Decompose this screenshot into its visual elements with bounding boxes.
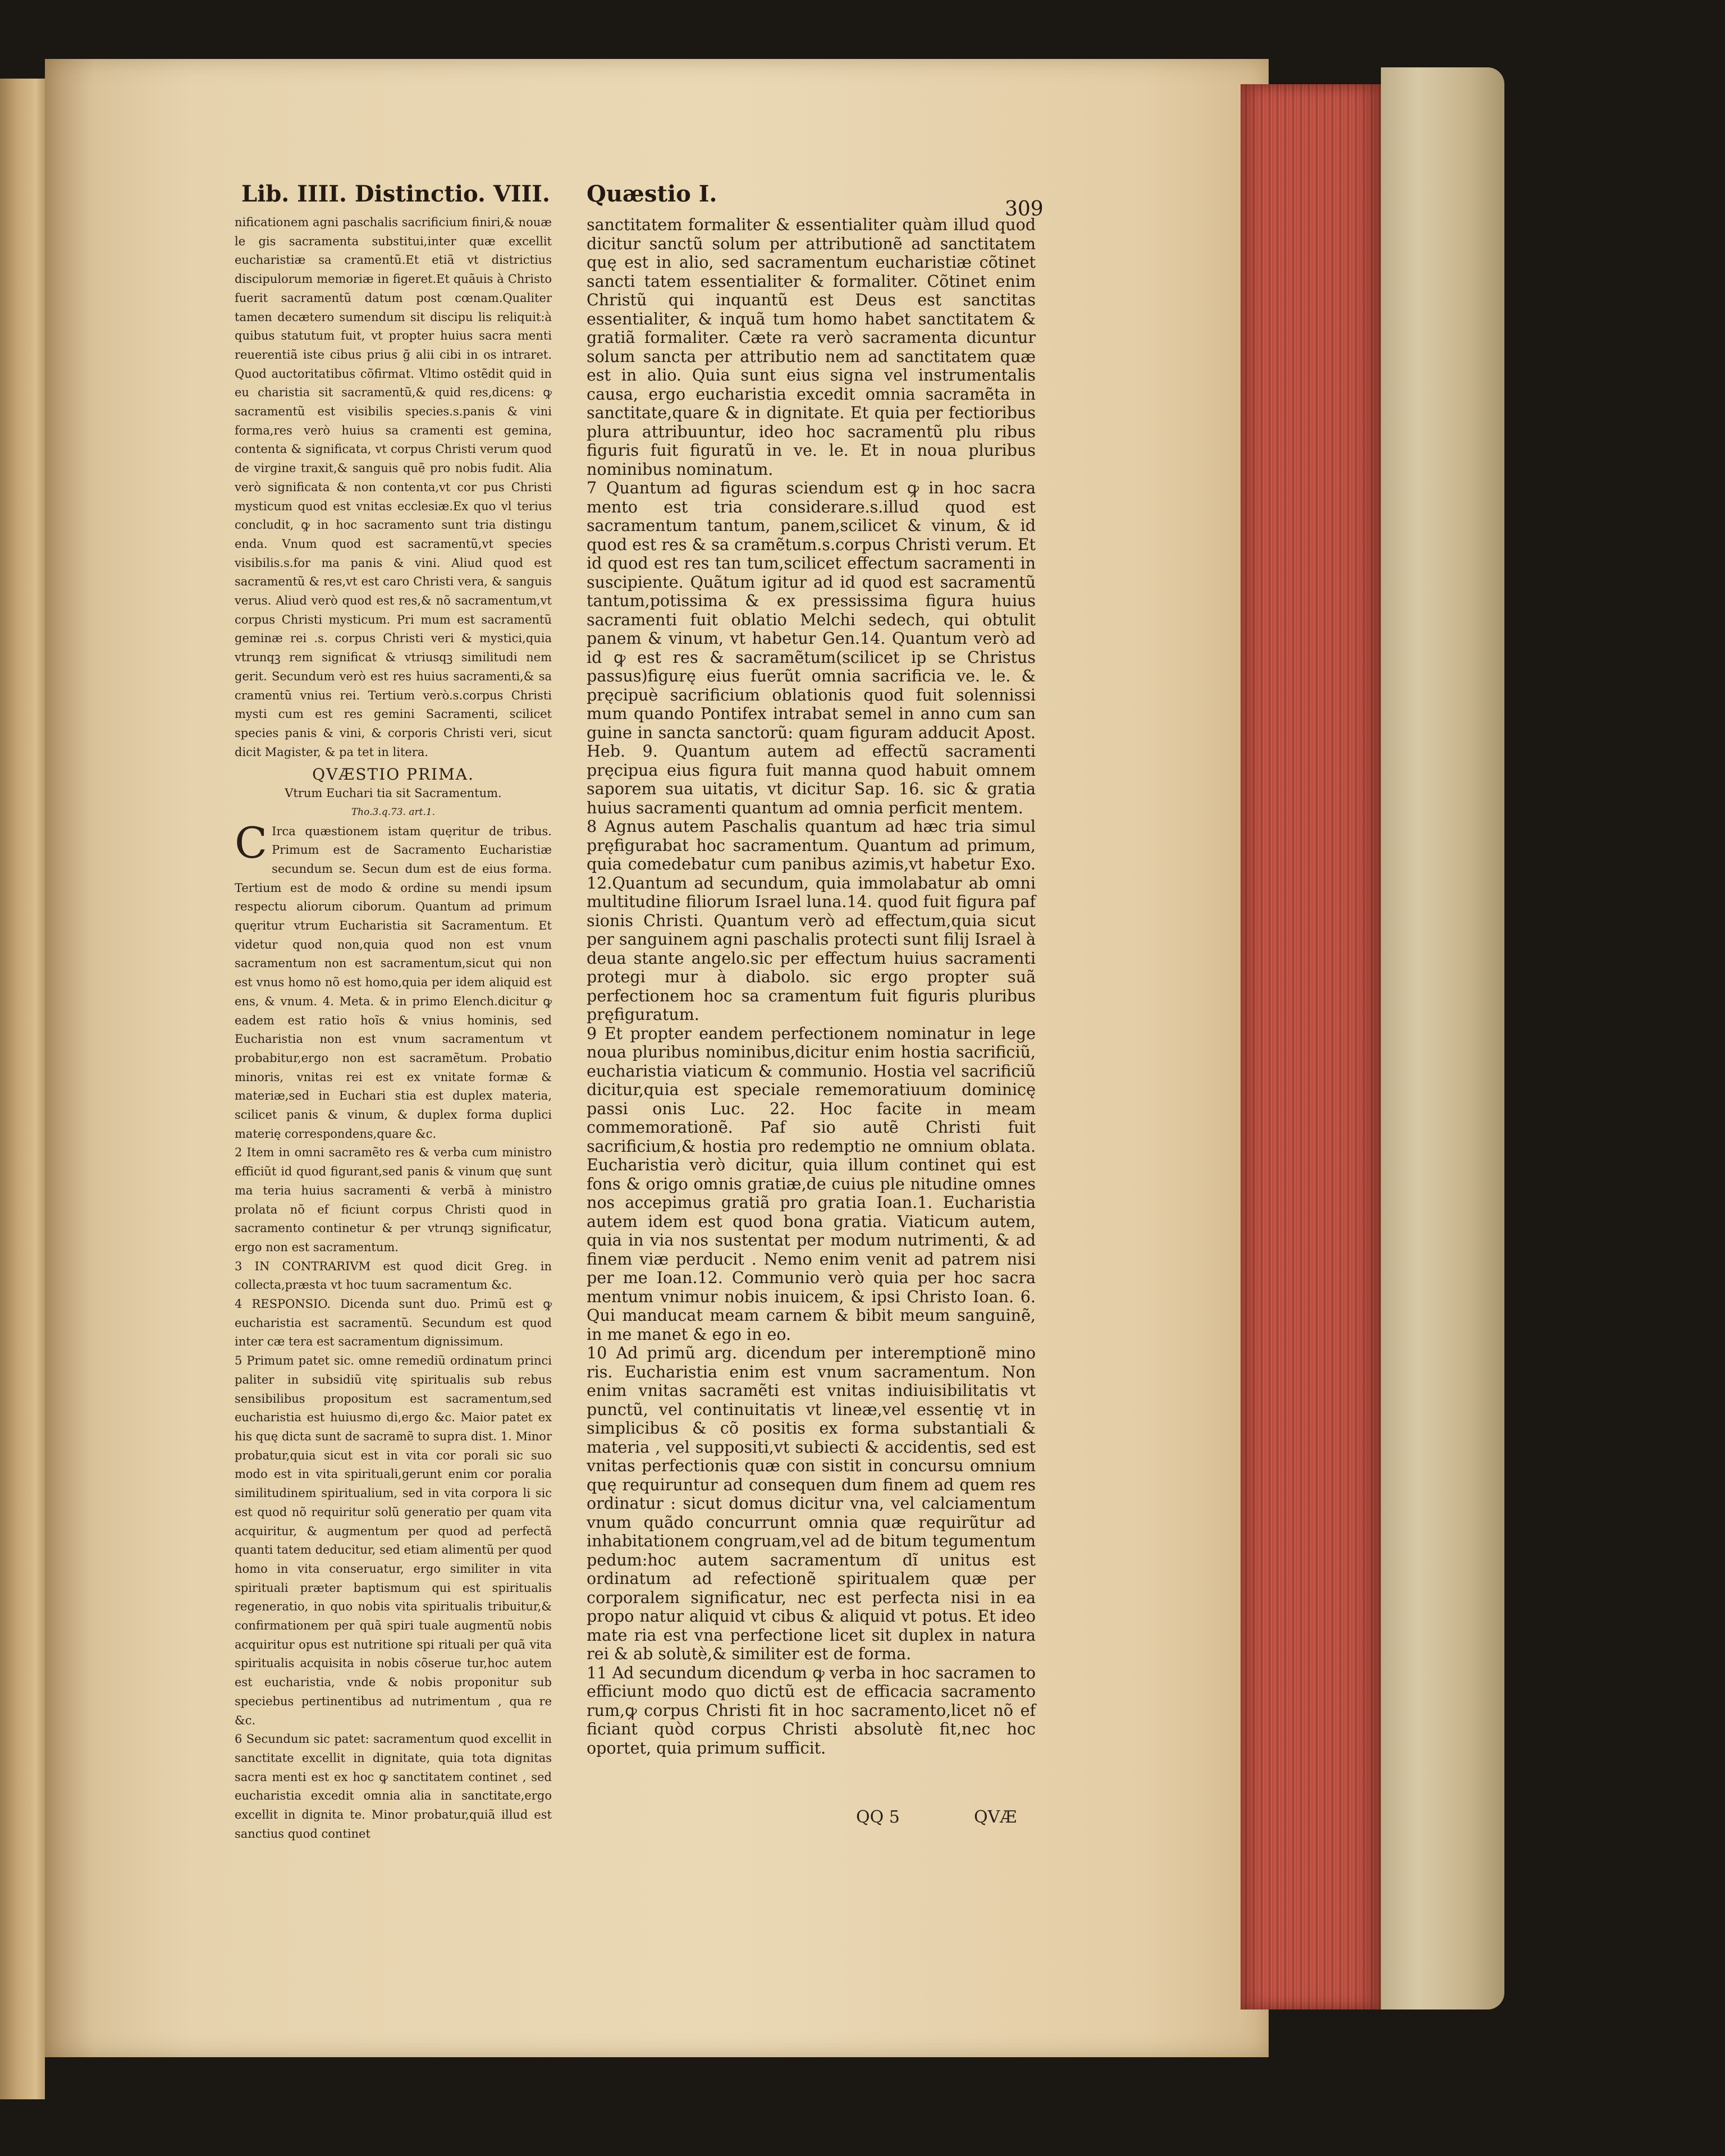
paragraph-r2: 7 Quantum ad figuras sciendum est ꝙ in hoc sacra mento est tria considerare.s.illud quod est sacramentum tantum, panem,scilicet & vinum, & id quod est res & sa cramẽtum.s.corpus Christi verum. Et id quod est res tan tum,scilicet effectum sacramenti in suscipiente. Quãtum igitur ad id quod est sacramentũ tantum,potissima & ex pressissima figura huius sacramenti fuit oblatio Melchi sedech, qui obtulit panem & vinum, vt habetur Gen.14. Quantum verò ad id ꝙ est res & sacramẽtum(scilicet ip se Christus passus)figurę eius fuerũt omnia sacrificia ve. le. & pręcipuè sacrificium oblationis quod fuit solennissi mum quando Pontifex intrabat semel in anno cum san guine in sancta sanctorũ: quam figuram adducit Apost. Heb. 9. Quantum autem ad effectũ sacramenti pręcipua eius figura fuit manna quod habuit omnem saporem sua uitatis, vt dicitur Sap. 16. sic & gratia huius sacramenti quantum ad omnia perficit mentem. <box>587 479 1036 817</box>
paragraph-r5: 10 Ad primũ arg. dicendum per interemptionẽ mino ris. Eucharistia enim est vnum sacramentum. Non enim vnitas sacramẽti est vnitas indiuisibilitatis vt punctũ, vel continuitatis vt lineæ,vel essentię vt in simplicibus & cõ positis ex forma substantiali & materia , vel suppositi,vt subiecti & accidentis, sed est vnitas perfectionis quæ con sistit in concursu omnium quę requiruntur ad consequen dum finem ad quem res ordinatur : sicut domus dicitur vna, vel calciamentum vnum quãdo concurrunt omnia quæ requirũtur ad inhabitationem congruam,vel ad de bitum tegumentum pedum:hoc autem sacramentum dĩ unitus est ordinatum ad refectionẽ spiritualem quæ per corporalem significatur, nec est perfecta nisi in ea propo natur aliquid vt cibus & aliquid vt potus. Et ideo mate ria est vna perfectione licet sit duplex in natura rei & ab solutè,& similiter est de forma. <box>587 1344 1036 1663</box>
question-subtitle: Vtrum Euchari tia sit Sacramentum. <box>285 786 502 800</box>
left-column <box>235 213 552 1843</box>
intro-paragraph: nificationem agni paschalis sacrificium finiri,& nouæ le gis sacramenta substitui,inter quæ excellit eucharistiæ sa cramentũ.Et etiã vt districtius discipulorum memoriæ in figeret.Et quãuis à Christo fuerit sacramentũ datum post cœnam.Qualiter tamen decætero sumendum sit discipu lis reliquit:à quibus statutum fuit, vt propter huius sacra menti reuerentiã iste cibus prius ğ alii cibi in os intraret. Quod auctoritatibus cõfirmat. Vltimo ostẽdit quid in eu charistia sit sacramentũ,& quid res,dicens: ꝙ sacramentũ est visibilis species.s.panis & vini forma,res verò huius sa cramenti est gemina, contenta & significata, vt corpus Christi verum quod de virgine traxit,& sanguis quẽ pro nobis fudit. Alia verò significata & non contenta,vt cor pus Christi mysticum quod est vnitas ecclesiæ.Ex quo vl terius concludit, ꝙ in hoc sacramento sunt tria distingu enda. Vnum quod est sacramentũ,vt species visibilis.s.for ma panis & vini. Aliud quod est sacramentũ & res,vt est caro Christi vera, & sanguis verus. Aliud verò quod est res,& nõ sacramentum,vt corpus Christi mysticum. Pri mum est sacramentũ geminæ rei .s. corpus Christi veri & mystici,quia vtrunqꝫ rem significat & vtriusqꝫ similitudi nem gerit. Secundum verò est res huius sacramenti,& sa cramentũ vnius rei. Tertium verò.s.corpus Christi mysti cum est res gemini Sacramenti, scilicet species panis & vini, & corporis Christi veri, sicut dicit Magister, & pa tet in litera. <box>235 216 552 759</box>
paragraph-r1: sanctitatem formaliter & essentialiter quàm illud quod dicitur sanctũ solum per attributionẽ ad sanctitatem quę est in alio, sed sacramentum eucharistiæ cõtinet sancti tatem essentialiter & formaliter. Cõtinet enim Christũ qui inquantũ est Deus est sanctitas essentialiter, & inquã tum homo habet sanctitatem & gratiã formaliter. Cæte ra verò sacramenta dicuntur solum sancta per attributio nem ad sanctitatem quæ est in alio. Quia sunt eius signa vel instrumentalis causa, ergo eucharistia excedit omnia sacramẽta in sanctitate,quare & in dignitate. Et quia per fectioribus plura attribuuntur, ideo hoc sacramentũ plu ribus figuris fuit figuratũ in ve. le. Et in noua pluribus nominibus nominatum. <box>587 216 1036 479</box>
paragraph-3: 3 IN CONTRARIVM est quod dicit Greg. in collecta,præsta vt hoc tuum sacramentum &c. <box>235 1259 552 1292</box>
reference: Tho.3.q.73. art.1. <box>351 806 436 818</box>
page-number: 309 <box>1005 198 1044 221</box>
paragraph-5: 5 Primum patet sic. omne remediũ ordinatum princi paliter in subsidiũ vitę spiritualis sub rebus sensibilibus propositum est sacramentum,sed eucharistia est huiusmo di,ergo &c. Maior patet ex his quę dicta sunt de sacramẽ to supra dist. 1. Minor probatur,quia sicut est in vita cor porali sic suo modo est in vita spirituali,gerunt enim cor poralia similitudinem spiritualium, sed in vita corpora li sic est quod nõ requiritur solũ generatio per quam vita acquiritur, & augmentum per quod ad perfectã quanti tatem deducitur, sed etiam alimentũ per quod homo in vita conseruatur, ergo similiter in vita spirituali præter baptismum qui est spiritualis regeneratio, in quo nobis vita spiritualis tribuitur,& confirmationem per quã spiri tuale augmentũ nobis acquiritur opus est nutritione spi rituali per quã vita spiritualis acquisita in nobis cõserue tur,hoc autem est eucharistia, vnde & nobis proponitur sub speciebus pertinentibus ad nutrimentum , qua re &c. <box>235 1354 552 1727</box>
question-title: QVÆSTIO PRIMA. <box>312 765 474 784</box>
right-column <box>587 216 1036 1757</box>
paragraph-1 <box>235 817 552 1144</box>
paragraph-6: 6 Secundum sic patet: sacramentum quod excellit in sanctitate excellit in dignitate, quia tota dignitas sacra menti est ex hoc ꝙ sanctitatem continet , sed eucharistia excedit omnia alia in sanctitate,ergo excellit in dignita te. Minor probatur,quiã illud est sanctius quod continet <box>235 1732 552 1841</box>
paragraph-r4: 9 Et propter eandem perfectionem nominatur in lege noua pluribus nominibus,dicitur enim hostia sacrificiũ, eucharistia viaticum & communio. Hostia vel sacrificiũ dicitur,quia est speciale rememoratiuum dominicę passi onis Luc. 22. Hoc facite in meam commemorationẽ. Paf sio autẽ Christi fuit sacrificium,& hostia pro redemptio ne omnium oblata. Eucharistia verò dicitur, quia illum continet qui est fons & origo omnis gratiæ,de cuius ple nitudine omnes nos accepimus gratiã pro gratia Ioan.1. Eucharistia autem idem est quod bona gratia. Viaticum autem, quia in via nos sustentat per modum nutrimenti, & ad finem viæ perducit . Nemo enim venit ad patrem nisi per me Ioan.12. Communio verò quia per hoc sacra mentum vnimur nobis inuicem, & ipsi Christo Ioan. 6. Qui manducat meam carnem & bibit meum sanguinẽ, in me manet & ego in eo. <box>587 1024 1036 1344</box>
paragraph-r3: 8 Agnus autem Paschalis quantum ad hæc tria simul pręfigurabat hoc sacramentum. Quantum ad primum, quia comedebatur cum panibus azimis,vt habetur Exo. 12.Quantum ad secundum, quia immolabatur ab omni multitudine filiorum Israel luna.14. quod fuit figura paf sionis Christi. Quantum verò ad effectum,quia sicut per sanguinem agni paschalis protecti sunt filij Israel à deua stante angelo.sic per effectum huius sacramenti protegi mur à diabolo. sic ergo propter suã perfectionem hoc sa cramentum fuit figuris pluribus pręfiguratum. <box>587 817 1036 1024</box>
paragraph-r6: 11 Ad secundum dicendum ꝙ verba in hoc sacramen to efficiunt modo quo dictũ est de efficacia sacramento rum,ꝙ corpus Christi fit in hoc sacramento,licet nõ ef ficiant quòd corpus Christi absolutè fit,nec hoc oportet, quia primum sufficit. <box>587 1663 1036 1757</box>
facing-page-edge <box>0 79 45 2099</box>
catchword: QVÆ <box>974 1807 1017 1827</box>
red-page-edges <box>1241 84 1381 2009</box>
paragraph-1-text: Irca quæstionem istam quęritur de tribus. Primum est de Sacramento Eucharistiæ secundum se. Secun dum est de eius forma. Tertium est de modo & ordine su mendi ipsum respectu aliorum ciborum. Quantum ad primum quęritur vtrum Eucharistia sit Sacramentum. Et videtur quod non,quia quod non est vnum sacramentum non est sacramentum,sicut qui non est vnus homo nõ est homo,quia per idem aliquid est ens, & vnum. 4. Meta. & in primo Elench.dicitur ꝙ eadem est ratio hoĩs & vnius hominis, sed Eucharistia non est vnum sacramentum vt probabitur,ergo non est sacramẽtum. Probatio minoris, vnitas rei est ex vnitate formæ & materiæ,sed in Euchari stia est duplex materia, scilicet panis & vinum, & duplex forma duplici materię correspondens,quare &c. <box>235 824 552 1141</box>
paragraph-2: 2 Item in omni sacramẽto res & verba cum ministro efficiũt id quod figurant,sed panis & vinum quę sunt ma teria huius sacramenti & verbã à ministro prolata nõ ef ficiunt corpus Christi quod in sacramento continetur & per vtrunqꝫ significatur, ergo non est sacramentum. <box>235 1146 552 1254</box>
vellum-cover <box>1381 67 1504 2009</box>
running-head-left: Lib. IIII. Distinctio. VIII. <box>241 181 550 207</box>
running-head-center: Quæstio I. <box>587 181 717 207</box>
dropcap: C <box>235 817 268 868</box>
signature-mark: QQ 5 <box>856 1807 900 1827</box>
paragraph-4: 4 RESPONSIO. Dicenda sunt duo. Primũ est ꝙ eucharistia est sacramentũ. Secundum est quod inter cæ tera est sacramentum dignissimum. <box>235 1297 552 1349</box>
